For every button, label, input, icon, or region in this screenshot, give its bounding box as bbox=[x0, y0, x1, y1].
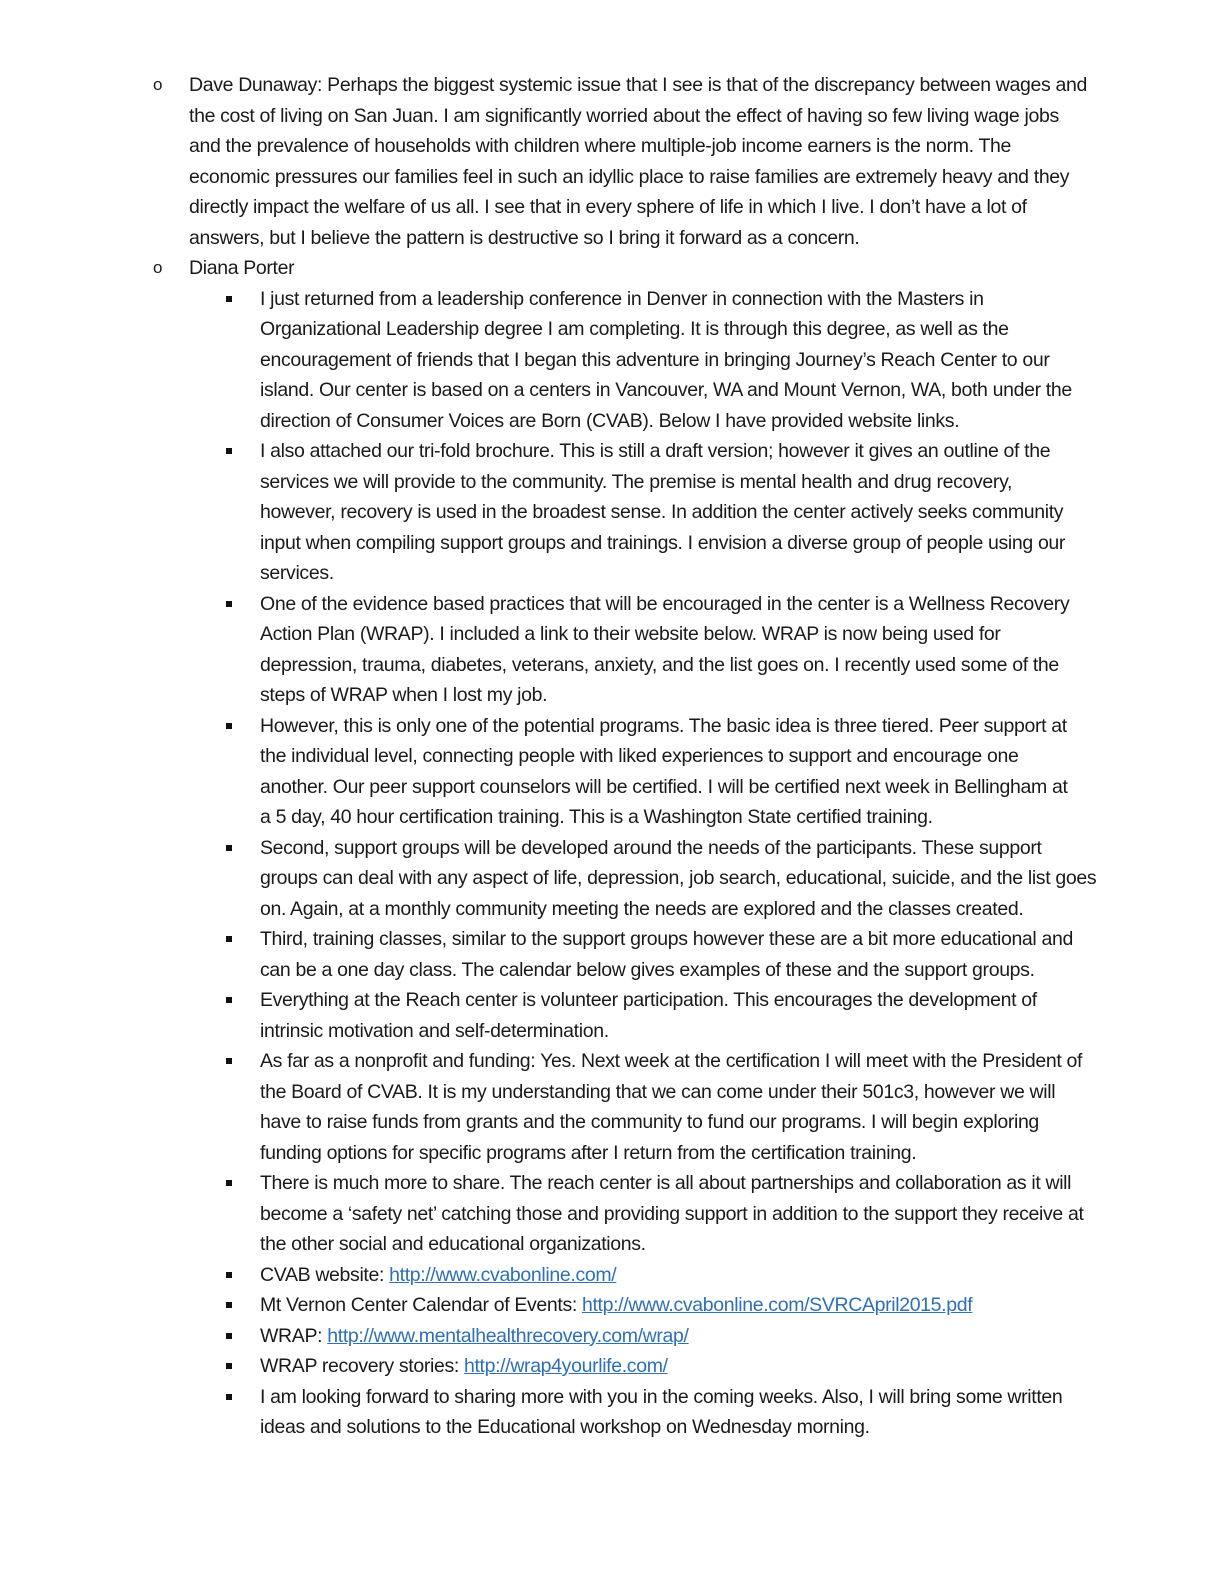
paragraph-line: I also attached our tri-fold brochure. This is still a draft version; however it gives an outline of the bbox=[260, 440, 1051, 462]
paragraph-line: I am looking forward to sharing more with you in the coming weeks. Also, I will bring some written bbox=[260, 1385, 1063, 1408]
square-bullet-icon bbox=[226, 845, 232, 851]
paragraph-line: Action Plan (WRAP). I included a link to their website below. WRAP is now being used for bbox=[260, 623, 1001, 645]
wrap-stories-link[interactable]: http://wrap4yourlife.com/ bbox=[463, 1355, 668, 1377]
square-bullet-icon bbox=[226, 601, 232, 607]
square-bullet-icon bbox=[226, 1302, 232, 1308]
square-bullet-icon bbox=[226, 1333, 232, 1339]
paragraph-line: Organizational Leadership degree I am completing. It is through this degree, as well as the bbox=[260, 318, 1009, 340]
wrap-link[interactable]: http://www.mentalhealthrecovery.com/wrap/ bbox=[327, 1324, 689, 1347]
paragraph-line: ideas and solutions to the Educational workshop on Wednesday morning. bbox=[260, 1416, 870, 1438]
paragraph-line: however, recovery is used in the broadest sense. In addition the center actively seeks community bbox=[260, 501, 1064, 523]
paragraph-line: Third, training classes, similar to the support groups however these are a bit more educational and bbox=[260, 928, 1073, 950]
square-bullet-icon bbox=[226, 448, 232, 454]
paragraph-line: become a ‘safety net’ catching those and providing support in addition to the support they receive at bbox=[260, 1202, 1084, 1225]
paragraph-line: services we will provide to the community. The premise is mental health and drug recovery, bbox=[260, 470, 1013, 493]
link-label: WRAP: bbox=[260, 1324, 328, 1347]
paragraph-line: groups can deal with any aspect of life, depression, job search, educational, suicide, and the list goes bbox=[260, 867, 1097, 889]
paragraph-line: steps of WRAP when I lost my job. bbox=[260, 684, 548, 706]
paragraph-line: funding options for specific programs after I return from the certification training. bbox=[260, 1141, 917, 1164]
link-label: Mt Vernon Center Calendar of Events: bbox=[260, 1294, 582, 1316]
paragraph-line: economic pressures our families feel in such an idyllic place to raise families are extremely heavy and they bbox=[189, 165, 1070, 188]
paragraph-line: the other social and educational organizations. bbox=[260, 1233, 646, 1255]
paragraph-line: island. Our center is based on a centers in Vancouver, WA and Mount Vernon, WA, both under the bbox=[260, 379, 1072, 401]
paragraph-line: the Board of CVAB. It is my understanding that we can come under their 501c3, however we will bbox=[260, 1080, 1056, 1103]
paragraph-line: the individual level, connecting people with liked experiences to support and encourage one bbox=[260, 745, 1019, 767]
paragraph-line: directly impact the welfare of us all. I see that in every sphere of life in which I live. I don’t have a lot of bbox=[189, 196, 1027, 218]
paragraph-line: Second, support groups will be developed around the needs of the participants. These support bbox=[260, 836, 1042, 859]
link-item-wrap-stories bbox=[260, 1351, 668, 1382]
paragraph-line: intrinsic motivation and self-determination. bbox=[260, 1019, 609, 1042]
calendar-link[interactable]: http://www.cvabonline.com/SVRCApril2015.pdf bbox=[581, 1294, 973, 1316]
circle-bullet-icon: o bbox=[153, 75, 163, 94]
link-label: CVAB website: bbox=[260, 1263, 390, 1286]
paragraph-line: the cost of living on San Juan. I am significantly worried about the effect of having so few living wage jobs bbox=[189, 104, 1059, 127]
paragraph-line: Dave Dunaway: Perhaps the biggest systemic issue that I see is that of the discrepancy between wages and bbox=[189, 74, 1087, 96]
link-item-calendar bbox=[260, 1290, 972, 1321]
paragraph-line: Everything at the Reach center is volunteer participation. This encourages the development of bbox=[260, 989, 1037, 1011]
paragraph-line: a 5 day, 40 hour certification training. This is a Washington State certified training. bbox=[260, 806, 933, 828]
paragraph-line: There is much more to share. The reach center is all about partnerships and collaboration as it will bbox=[260, 1172, 1072, 1194]
link-label: WRAP recovery stories: bbox=[260, 1355, 464, 1377]
square-bullet-icon bbox=[226, 1363, 232, 1369]
paragraph-line: another. Our peer support counselors will be certified. I will be certified next week in Bellingham at bbox=[260, 775, 1068, 798]
link-item-cvab bbox=[260, 1260, 616, 1291]
square-bullet-icon bbox=[226, 936, 232, 942]
square-bullet-icon bbox=[226, 723, 232, 729]
paragraph-line: and the prevalence of households with children where multiple-job income earners is the norm. The bbox=[189, 135, 1011, 157]
paragraph-line: answers, but I believe the pattern is destructive so I bring it forward as a concern. bbox=[189, 226, 860, 249]
paragraph-line: encouragement of friends that I began this adventure in bringing Journey’s Reach Center to our bbox=[260, 348, 1050, 371]
square-bullet-icon bbox=[226, 1394, 232, 1400]
paragraph-line: direction of Consumer Voices are Born (CVAB). Below I have provided website links. bbox=[260, 409, 960, 432]
paragraph-line: One of the evidence based practices that will be encouraged in the center is a Wellness Recovery bbox=[260, 592, 1070, 615]
section-heading: Diana Porter bbox=[189, 257, 295, 279]
paragraph-line: services. bbox=[260, 562, 334, 584]
paragraph-line: on. Again, at a monthly community meeting the needs are explored and the classes created. bbox=[260, 897, 1024, 920]
link-item-wrap bbox=[260, 1321, 689, 1352]
square-bullet-icon bbox=[226, 296, 232, 302]
square-bullet-icon bbox=[226, 997, 232, 1003]
paragraph-line: can be a one day class. The calendar below gives examples of these and the support groups. bbox=[260, 958, 1035, 981]
paragraph-line: input when compiling support groups and trainings. I envision a diverse group of people using our bbox=[260, 531, 1066, 554]
square-bullet-icon bbox=[226, 1180, 232, 1186]
paragraph-line: I just returned from a leadership conference in Denver in connection with the Masters in bbox=[260, 287, 984, 310]
square-bullet-icon bbox=[226, 1058, 232, 1064]
paragraph-line: have to raise funds from grants and the community to fund our programs. I will begin exploring bbox=[260, 1111, 1039, 1133]
paragraph-line: As far as a nonprofit and funding: Yes. Next week at the certification I will meet with the President of bbox=[260, 1050, 1083, 1072]
paragraph-line: depression, trauma, diabetes, veterans, anxiety, and the list goes on. I recently used some of the bbox=[260, 653, 1059, 676]
cvab-website-link[interactable]: http://www.cvabonline.com/ bbox=[389, 1263, 617, 1286]
paragraph-line: However, this is only one of the potential programs. The basic idea is three tiered. Peer support at bbox=[260, 714, 1067, 737]
square-bullet-icon bbox=[226, 1272, 232, 1278]
circle-bullet-icon: o bbox=[153, 258, 163, 277]
